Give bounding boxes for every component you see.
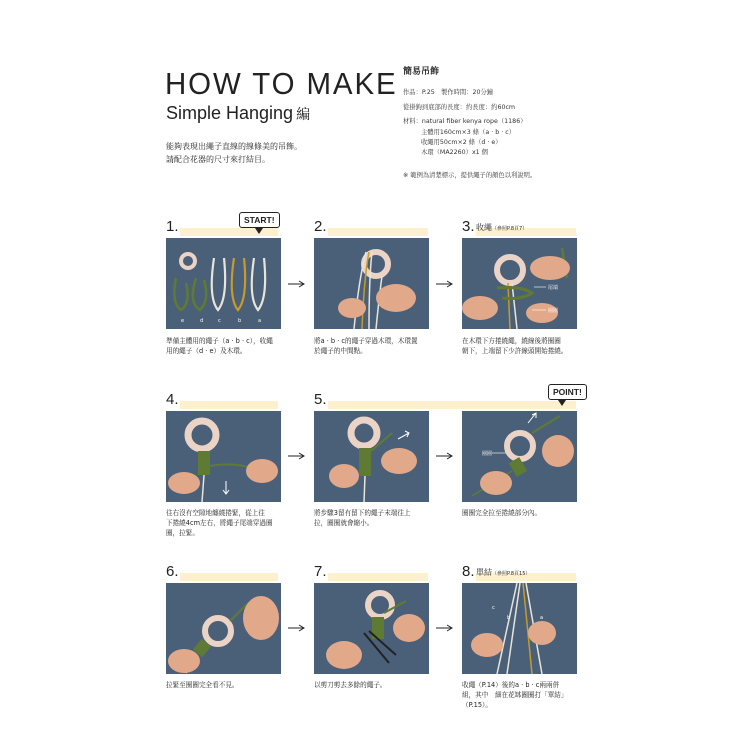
step-label — [476, 567, 530, 578]
subtitle-text: Simple Hanging — [166, 103, 294, 123]
caption-line: 圈，拉緊。 — [166, 529, 199, 537]
step-label — [476, 222, 527, 233]
caption-line: 以剪刀剪去多餘的繩子。 — [314, 681, 387, 689]
caption-line: 朝下，上端留下少許線頭開始捲繞。 — [462, 347, 568, 355]
step-photo — [166, 411, 281, 502]
caption-line: （P.15）。 — [462, 701, 492, 709]
step-caption — [462, 336, 580, 356]
photo-label: 尾端 — [548, 285, 559, 291]
caption-line: 組，其中 細在花缽圈圈打「單結」 — [462, 691, 568, 699]
step-caption — [462, 680, 592, 710]
step-photo — [166, 583, 281, 674]
step-photo — [166, 238, 281, 329]
arrow-right-icon — [288, 280, 306, 288]
photo-label: b — [238, 318, 242, 324]
caption-line: 拉，圈圈就會縮小。 — [314, 519, 374, 527]
step-label-text: 收繩 — [476, 223, 492, 232]
info-length: 從掛鉤到底部的長度：約長度：約60cm — [403, 103, 516, 111]
photo-label: c — [492, 605, 495, 611]
step-photo — [314, 411, 429, 502]
info-title: 簡易吊飾 — [403, 67, 440, 77]
start-badge-tail — [255, 228, 263, 234]
caption-line: 於繩子的中間點。 — [314, 347, 367, 355]
page-title: HOW TO MAKE — [165, 66, 398, 101]
step-bar — [328, 573, 428, 581]
step-bar — [328, 401, 576, 409]
caption-line: 圈圈完全拉至捲繞部分內。 — [462, 509, 542, 517]
step-bar — [328, 228, 428, 236]
step-bar — [180, 228, 278, 236]
step-number: 5. — [314, 391, 327, 408]
caption-line: 拉緊至圈圈完全看不見。 — [166, 681, 239, 689]
step-photo — [314, 583, 429, 674]
page-subtitle — [166, 103, 310, 124]
subtitle-suffix: 編 — [296, 106, 311, 122]
caption-line: 將a · b · c的繩子穿過木環，木環置 — [314, 337, 418, 345]
arrow-right-icon — [436, 280, 454, 288]
step-caption — [166, 336, 284, 356]
caption-line: 準備主體用的繩子（a · b · c），收繩 — [166, 337, 273, 345]
caption-line: 收繩（P.14）後的a · b · c兩兩併 — [462, 681, 560, 689]
step-caption — [166, 508, 296, 538]
step-photo — [462, 238, 577, 329]
step-label-ref: （參照P.8頁7） — [492, 226, 528, 232]
photo-label: a — [540, 615, 544, 621]
intro-line: 能夠表現出繩子直線的線條美的吊飾。 — [166, 142, 302, 151]
step-caption — [462, 508, 582, 518]
start-badge: START! — [239, 212, 280, 228]
step-number: 3. — [462, 218, 475, 235]
info-material: 木環（MA2260）x1 個 — [421, 149, 488, 157]
info-work: 作品：P.25 製作時間：20分鐘 — [403, 89, 494, 97]
photo-label: a — [258, 318, 262, 324]
step-number: 7. — [314, 563, 327, 580]
caption-line: 將步驟3留有留下的繩子末端往上 — [314, 509, 411, 517]
step-number: 8. — [462, 563, 475, 580]
photo-label: e — [181, 318, 185, 324]
step-photo — [462, 583, 577, 674]
photo-label: c — [218, 318, 221, 324]
info-material: 主體用160cm×3 條（a · b · c） — [421, 128, 516, 136]
caption-line: 往右沒有空隙地纏繞捲緊，從上往 — [166, 509, 265, 517]
caption-line: 下捲繞4cm左右，將繩子尾端穿過圈 — [166, 519, 273, 527]
step-bar — [180, 401, 278, 409]
info-materials: 材料：natural fiber kenya rope（1186） — [403, 118, 527, 126]
step-caption — [314, 336, 432, 356]
arrow-right-icon — [436, 624, 454, 632]
step-photo — [314, 238, 429, 329]
arrow-right-icon — [288, 624, 306, 632]
step-caption — [314, 508, 439, 528]
step-bar — [180, 573, 278, 581]
step-number: 2. — [314, 218, 327, 235]
caption-line: 在木環下方捲繞繩，繞線後將圈圈 — [462, 337, 561, 345]
step-caption — [314, 680, 432, 690]
photo-label: b — [507, 615, 511, 621]
info-note: ※ 範例為清楚標示，提供繩子的顏色以利說明。 — [403, 171, 537, 179]
photo-label: d — [200, 318, 204, 324]
point-badge: POINT! — [548, 384, 587, 400]
step-number: 4. — [166, 391, 179, 408]
intro-line: 請配合花器的尺寸來打結目。 — [166, 155, 270, 164]
point-badge-tail — [558, 400, 566, 406]
caption-line: 用的繩子（d · e）及木環。 — [166, 347, 247, 355]
photo-label: 圈圈 — [548, 308, 559, 314]
arrow-right-icon — [436, 452, 454, 460]
step-label-ref: （參照P.8頁15） — [492, 571, 531, 577]
step-photo — [462, 411, 577, 502]
step-caption — [166, 680, 284, 690]
arrow-right-icon — [288, 452, 306, 460]
photo-label: 圈圈 — [482, 451, 493, 457]
step-number: 6. — [166, 563, 179, 580]
info-material: 收繩用50cm×2 條（d · e） — [421, 139, 502, 147]
info-panel — [403, 67, 623, 181]
step-number: 1. — [166, 218, 179, 235]
step-label-text: 單結 — [476, 568, 492, 577]
intro-text — [166, 140, 302, 166]
